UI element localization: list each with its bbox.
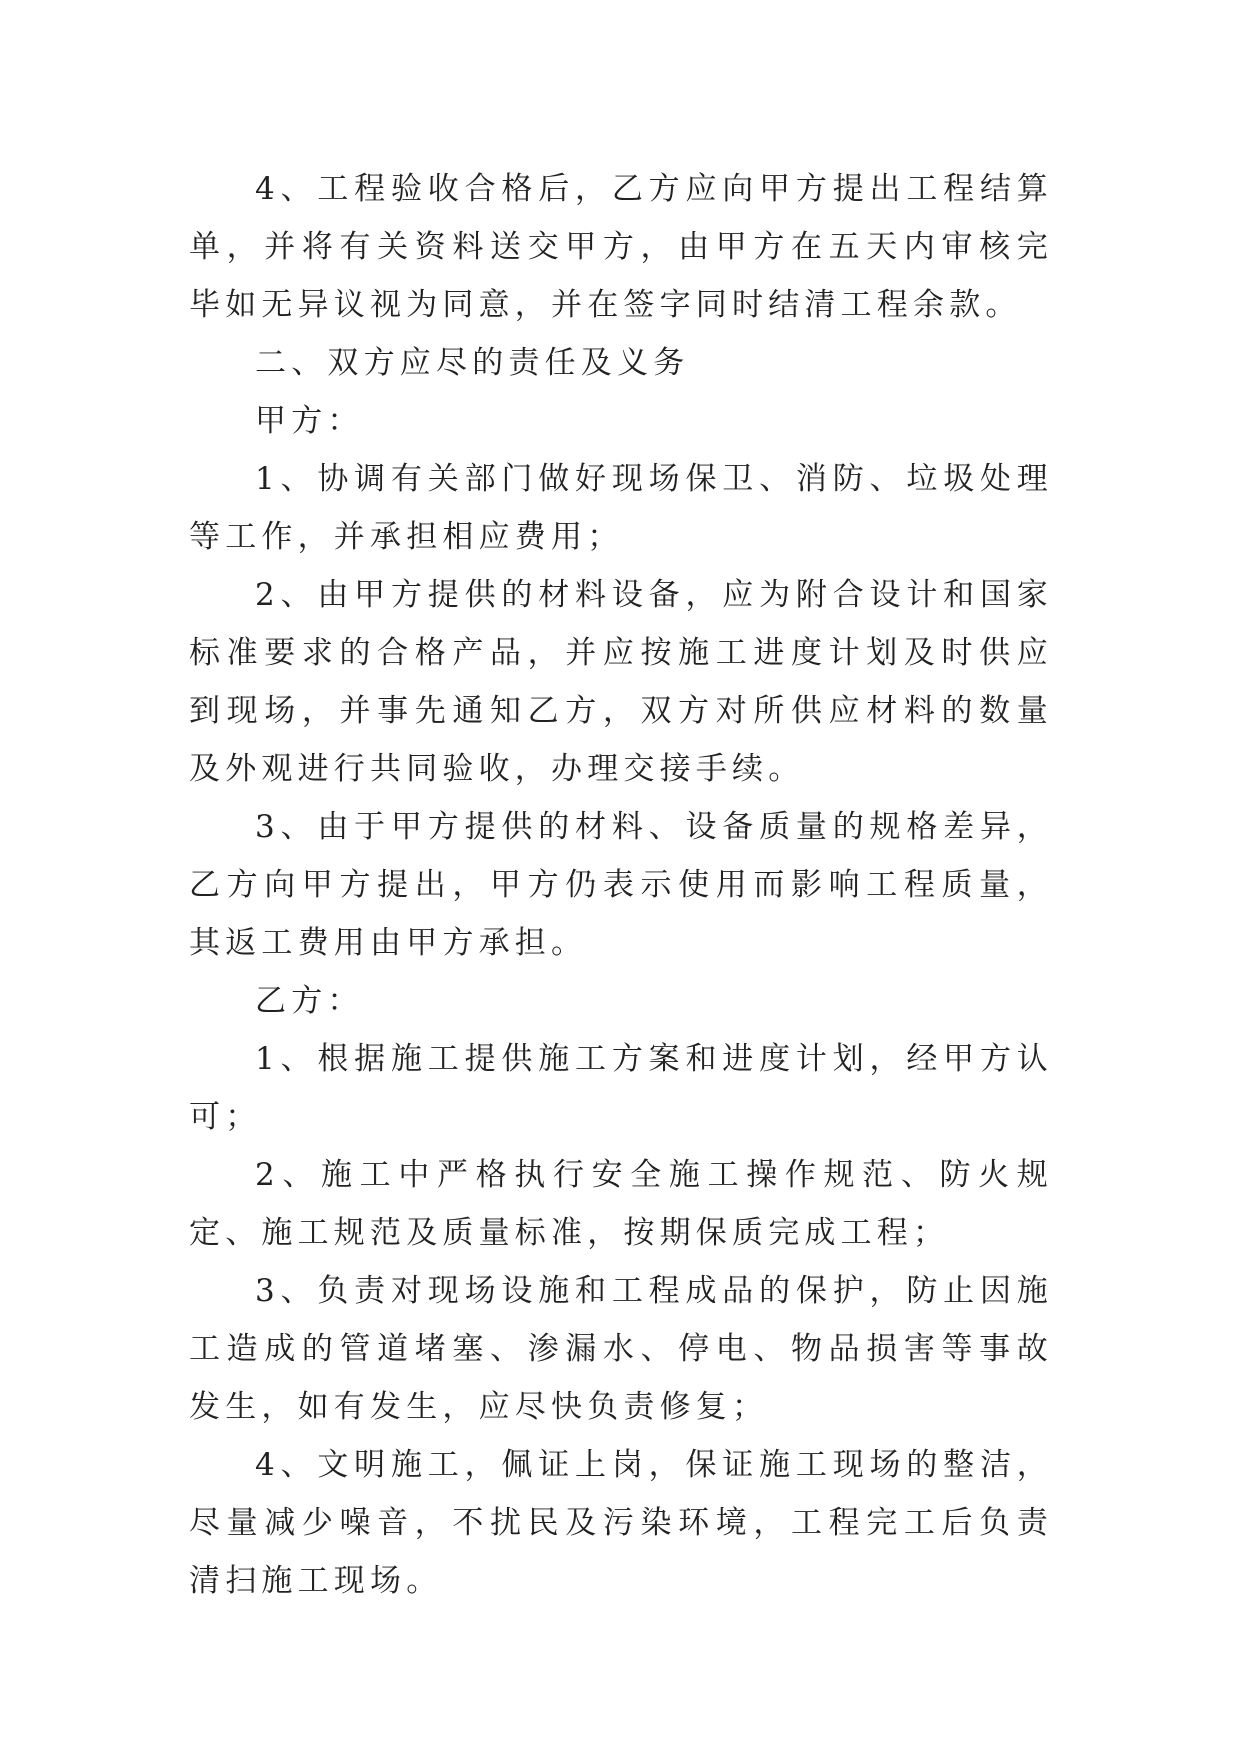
party-b-item-3: 3、负责对现场设施和工程成品的保护，防止因施工造成的管道堵塞、渗漏水、停电、物品损害等事故发生，如有发生，应尽快负责修复； <box>189 1273 1053 1425</box>
party-b-item-1: 1、根据施工提供施工方案和进度计划，经甲方认可； <box>189 1041 1053 1135</box>
section-heading-responsibilities: 二、双方应尽的责任及义务 <box>255 345 690 381</box>
party-b-heading: 乙方： <box>255 983 364 1019</box>
party-a-heading: 甲方： <box>255 403 364 439</box>
paragraph-settlement: 4、工程验收合格后，乙方应向甲方提出工程结算单，并将有关资料送交甲方，由甲方在五天内审核完毕如无异议视为同意，并在签字同时结清工程余款。 <box>189 171 1053 323</box>
party-a-item-3: 3、由于甲方提供的材料、设备质量的规格差异，乙方向甲方提出，甲方仍表示使用而影响工程质量，其返工费用由甲方承担。 <box>189 809 1053 961</box>
party-b-item-4: 4、文明施工，佩证上岗，保证施工现场的整洁，尽量减少噪音，不扰民及污染环境，工程完工后负责清扫施工现场。 <box>189 1447 1053 1599</box>
party-b-item-2: 2、施工中严格执行安全施工操作规范、防火规定、施工规范及质量标准，按期保质完成工程； <box>189 1157 1053 1251</box>
party-a-item-2: 2、由甲方提供的材料设备，应为附合设计和国家标准要求的合格产品，并应按施工进度计划及时供应到现场，并事先通知乙方，双方对所供应材料的数量及外观进行共同验收，办理交接手续。 <box>189 577 1053 787</box>
document-body <box>189 160 1053 1610</box>
party-a-item-1: 1、协调有关部门做好现场保卫、消防、垃圾处理等工作，并承担相应费用； <box>189 461 1053 555</box>
